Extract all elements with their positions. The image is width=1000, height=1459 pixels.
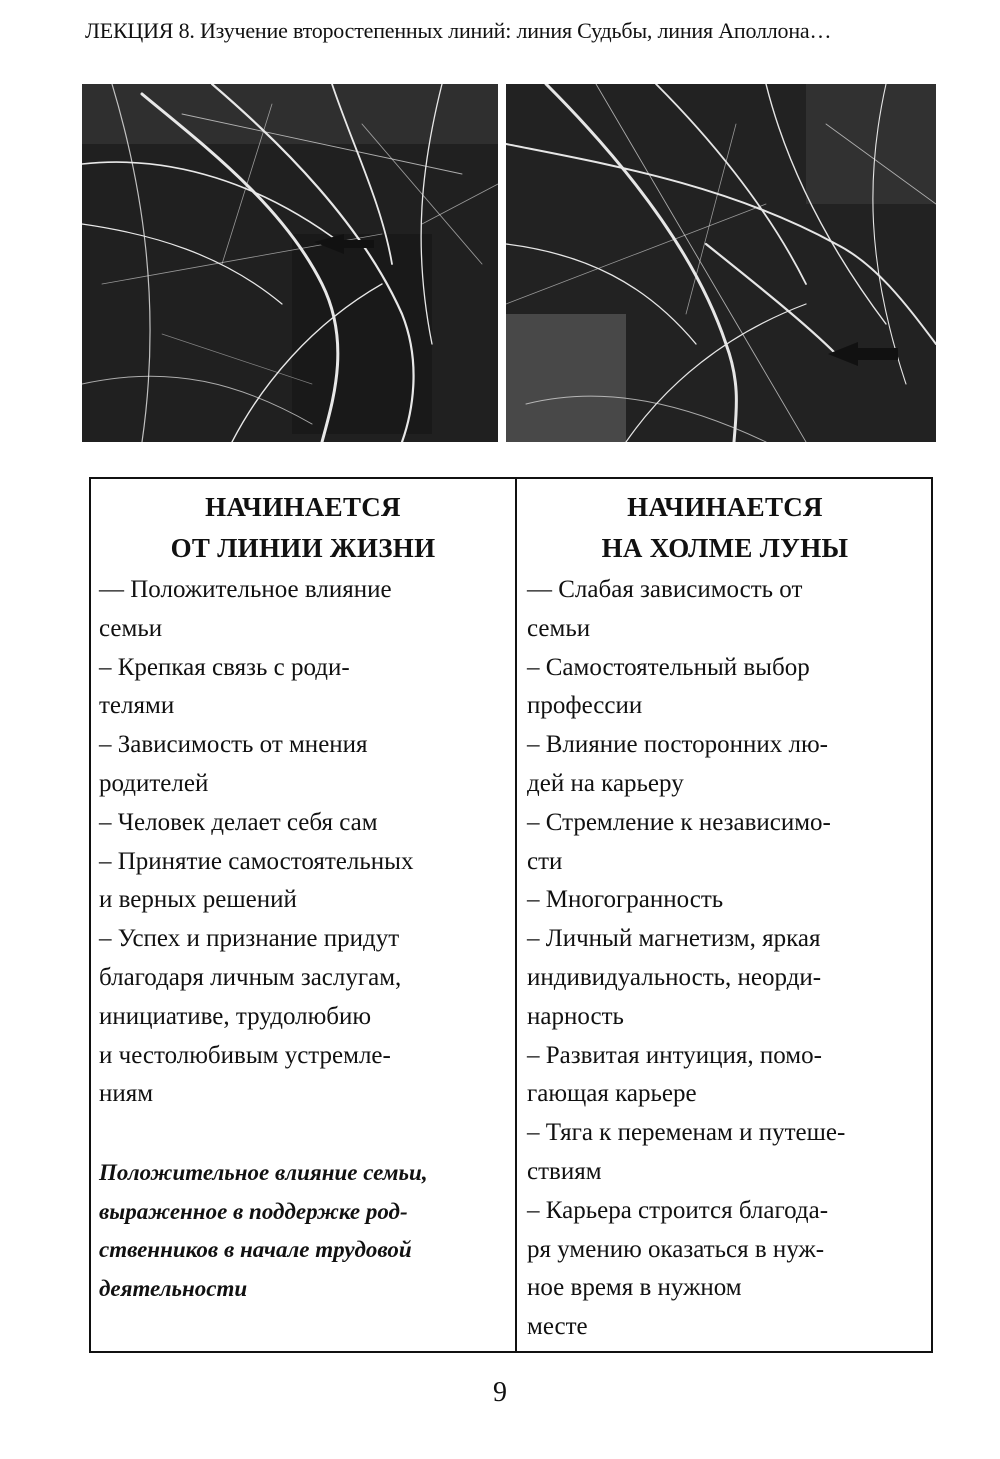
list-item: — Положительное влияние <box>99 576 392 603</box>
page-number: 9 <box>493 1377 507 1408</box>
list-item: родителей <box>99 769 209 797</box>
comparison-table <box>89 477 933 1353</box>
list-item: – Развитая интуиция, помо- <box>527 1041 822 1069</box>
list-item: и честолюбивым устремле- <box>99 1041 391 1069</box>
column-heading-left: НАЧИНАЕТСЯ ОТ ЛИНИИ ЖИЗНИ <box>170 492 436 563</box>
item-list-left <box>99 571 507 1114</box>
list-item: – Карьера строится благода- <box>527 1196 829 1224</box>
list-item: и верных решений <box>99 886 297 914</box>
column-moon-mount <box>517 479 931 1351</box>
list-item: сти <box>527 847 563 875</box>
list-item: семьи <box>99 614 163 642</box>
list-item: семьи <box>527 614 591 642</box>
list-item: индивидуальность, неорди- <box>527 963 822 991</box>
list-item: месте <box>527 1313 588 1341</box>
list-item: – Тяга к переменам и путеше- <box>527 1119 846 1147</box>
palm-print-photo-left <box>82 84 498 442</box>
list-item: – Успех и признание придут <box>99 925 400 953</box>
list-item: – Многогранность <box>527 886 724 914</box>
list-item: – Стремление к независимо- <box>527 808 831 836</box>
item-list-right <box>527 571 923 1347</box>
list-item: – Личный магнетизм, яркая <box>527 925 821 953</box>
list-item: благодаря личным заслугам, <box>99 963 402 991</box>
column-heading-right: НАЧИНАЕТСЯ НА ХОЛМЕ ЛУНЫ <box>601 492 849 563</box>
list-item: нарность <box>527 1002 624 1030</box>
list-item: – Влияние посторонних лю- <box>527 731 828 759</box>
list-item: ниям <box>99 1080 154 1108</box>
list-item: – Самостоятельный выбор <box>527 653 810 681</box>
list-item: – Принятие самостоятельных <box>99 847 414 875</box>
list-item: ное время в нужном <box>527 1274 742 1302</box>
list-item: телями <box>99 692 175 720</box>
list-item: – Человек делает себя сам <box>99 808 378 836</box>
list-item: гающая карьере <box>527 1080 697 1108</box>
summary-note: Положительное влияние семьи, выраженное в поддержке род- ственников в начале трудовой деятельности <box>99 1160 428 1301</box>
list-item: – Крепкая связь с роди- <box>99 653 350 681</box>
list-item: ря умению оказаться в нуж- <box>527 1235 825 1263</box>
list-item: ствиям <box>527 1157 602 1185</box>
list-item: профессии <box>527 692 643 720</box>
list-item: дей на карьеру <box>527 769 684 797</box>
list-item: — Слабая зависимость от <box>527 576 803 603</box>
palm-print-photo-right <box>506 84 936 442</box>
list-item: инициативе, трудолюбию <box>99 1002 372 1030</box>
column-life-line <box>91 479 517 1351</box>
running-head: ЛЕКЦИЯ 8. Изучение второстепенных линий: линия Судьбы, линия Аполлона… <box>85 18 832 43</box>
list-item: – Зависимость от мнения <box>99 731 368 759</box>
